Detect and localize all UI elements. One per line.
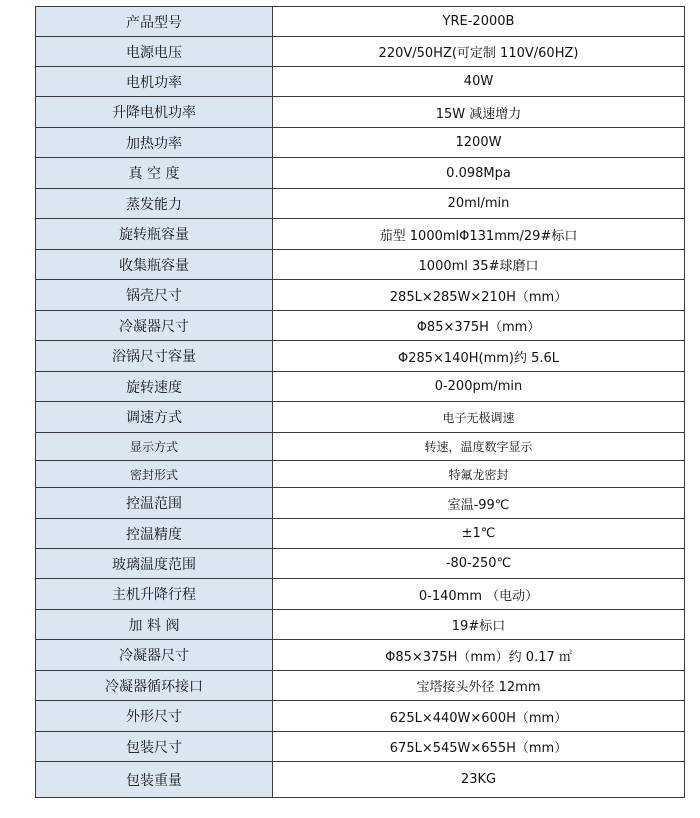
- spec-value: Φ85×375H（mm）: [273, 311, 685, 341]
- spec-label: 包装重量: [36, 762, 273, 798]
- spec-value: 0-140mm （电动）: [273, 579, 685, 610]
- spec-label: 产品型号: [36, 7, 273, 37]
- spec-label: 外形尺寸: [36, 701, 273, 732]
- table-row: [36, 250, 685, 280]
- table-row: [36, 519, 685, 549]
- table-row: [36, 732, 685, 762]
- spec-value: YRE-2000B: [273, 7, 685, 37]
- spec-value: Φ285×140H(mm)约 5.6L: [273, 341, 685, 372]
- spec-value: 19#标口: [273, 610, 685, 640]
- spec-label: 锅壳尺寸: [36, 280, 273, 311]
- spec-table: [35, 6, 685, 798]
- table-row: [36, 671, 685, 701]
- spec-label: 控温精度: [36, 519, 273, 549]
- table-row: [36, 128, 685, 158]
- spec-label: 浴锅尺寸容量: [36, 341, 273, 372]
- spec-value: 1200W: [273, 128, 685, 158]
- spec-label: 加热功率: [36, 128, 273, 158]
- spec-label: 玻璃温度范围: [36, 549, 273, 579]
- table-row: [36, 7, 685, 37]
- spec-value: 625L×440W×600H（mm）: [273, 701, 685, 732]
- table-row: [36, 372, 685, 402]
- spec-label: 冷凝器尺寸: [36, 311, 273, 341]
- spec-label: 冷凝器循环接口: [36, 671, 273, 701]
- table-row: [36, 433, 685, 461]
- spec-label: 包装尺寸: [36, 732, 273, 762]
- table-row: [36, 67, 685, 97]
- table-row: [36, 762, 685, 798]
- spec-value: 40W: [273, 67, 685, 97]
- spec-value: ±1℃: [273, 519, 685, 549]
- table-row: [36, 280, 685, 311]
- spec-label: 真 空 度: [36, 158, 273, 189]
- spec-value: -80-250℃: [273, 549, 685, 579]
- table-row: [36, 402, 685, 433]
- spec-label: 电机功率: [36, 67, 273, 97]
- table-row: [36, 579, 685, 610]
- spec-label: 收集瓶容量: [36, 250, 273, 280]
- spec-label: 控温范围: [36, 488, 273, 519]
- spec-value: 0.098Mpa: [273, 158, 685, 189]
- spec-value: 电子无极调速: [273, 402, 685, 433]
- spec-label: 加 料 阀: [36, 610, 273, 640]
- spec-label: 密封形式: [36, 461, 273, 488]
- table-row: [36, 37, 685, 67]
- table-row: [36, 701, 685, 732]
- spec-value: 15W 减速增力: [273, 97, 685, 128]
- table-row: [36, 461, 685, 488]
- table-row: [36, 311, 685, 341]
- spec-value: 220V/50HZ(可定制 110V/60HZ): [273, 37, 685, 67]
- spec-label: 显示方式: [36, 433, 273, 461]
- spec-value: 特氟龙密封: [273, 461, 685, 488]
- spec-label: 升降电机功率: [36, 97, 273, 128]
- spec-label: 旋转瓶容量: [36, 219, 273, 250]
- spec-label: 冷凝器尺寸: [36, 640, 273, 671]
- table-row: [36, 219, 685, 250]
- table-row: [36, 549, 685, 579]
- table-row: [36, 610, 685, 640]
- table-row: [36, 158, 685, 189]
- table-row: [36, 341, 685, 372]
- table-row: [36, 488, 685, 519]
- spec-label: 电源电压: [36, 37, 273, 67]
- spec-value: 285L×285W×210H（mm）: [273, 280, 685, 311]
- spec-value: 20ml/min: [273, 189, 685, 219]
- spec-value: 0-200pm/min: [273, 372, 685, 402]
- spec-value: 1000ml 35#球磨口: [273, 250, 685, 280]
- table-row: [36, 97, 685, 128]
- spec-value: 室温-99℃: [273, 488, 685, 519]
- spec-label: 蒸发能力: [36, 189, 273, 219]
- spec-label: 旋转速度: [36, 372, 273, 402]
- spec-value: 23KG: [273, 762, 685, 798]
- spec-label: 主机升降行程: [36, 579, 273, 610]
- spec-label: 调速方式: [36, 402, 273, 433]
- table-row: [36, 189, 685, 219]
- table-row: [36, 640, 685, 671]
- spec-value: 转速，温度数字显示: [273, 433, 685, 461]
- spec-value: 宝塔接头外径 12mm: [273, 671, 685, 701]
- spec-value: 茄型 1000mlΦ131mm/29#标口: [273, 219, 685, 250]
- spec-value: 675L×545W×655H（mm）: [273, 732, 685, 762]
- spec-value: Φ85×375H（mm）约 0.17 ㎡: [273, 640, 685, 671]
